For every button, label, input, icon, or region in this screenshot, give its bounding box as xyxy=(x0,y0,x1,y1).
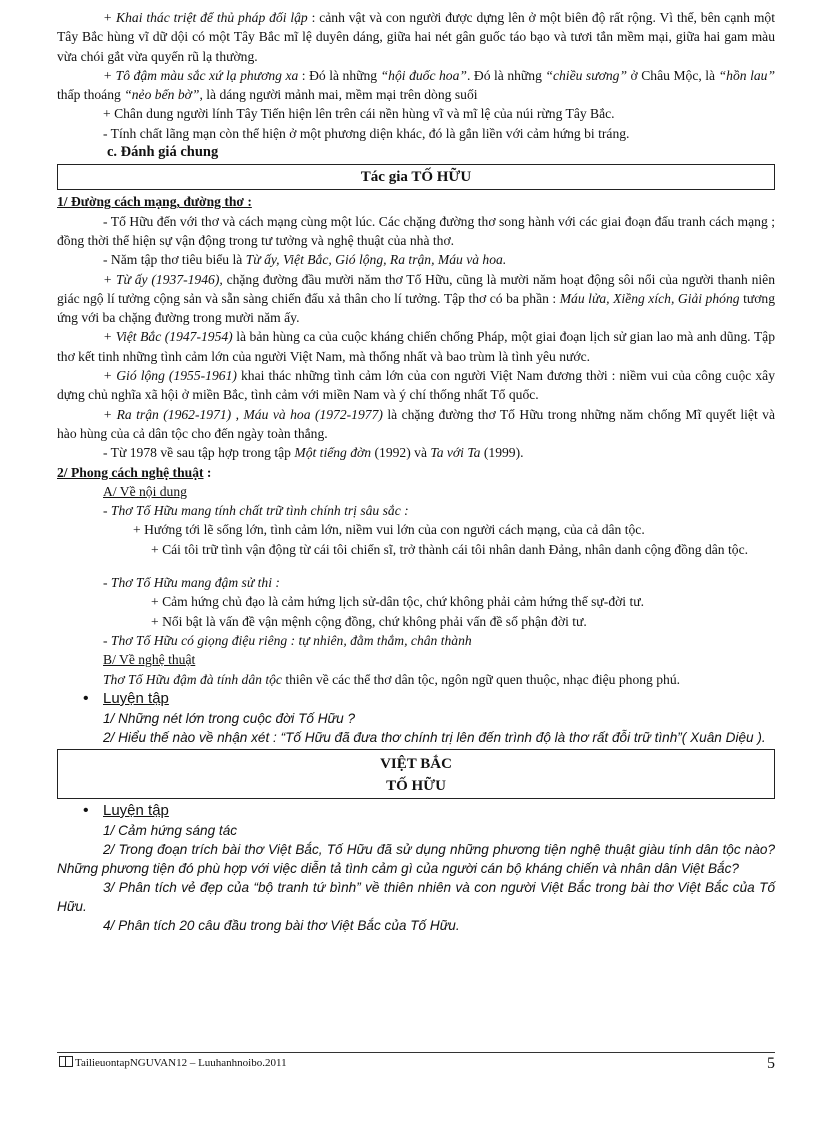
path-tu-ay xyxy=(57,270,775,328)
footer-label: TailieuontapNGUVAN12 – Luuhanhnoibo.2011 xyxy=(75,1057,287,1069)
text-run: tương ứng với ba chặng đường trong mười năm ấy. xyxy=(57,290,775,326)
spacer xyxy=(57,559,775,573)
collection-lead: + Từ ấy (1937-1946), xyxy=(103,271,223,287)
exotic-lead: + Tô đậm màu sắc xứ lạ phương xa xyxy=(103,67,299,83)
text-run: là chặng đường thơ Tố Hữu trong những năm chống Mĩ quyết liệt và hào hùng của cả dân tộc cho đến ngày toàn thắng. xyxy=(57,406,775,441)
text-run: khai thác những tình cảm lớn của con người Việt Nam đương thời : niềm vui của công cuộc xây dựng chủ nghĩa xã hội ở miền Bắc, tình cảm với miền Nam và ý chí thống nhất Tổ quốc. xyxy=(57,368,775,403)
quote-run: “hội đuốc hoa” xyxy=(380,67,467,83)
path-paragraph-1: - Tố Hữu đến với thơ và cách mạng cùng một lúc. Các chặng đường thơ song hành với các giai đoạn đấu tranh cách mạng ; đồng thời thể hiện sự vận động trong tư tưởng và nghệ thuật của nhà thơ. xyxy=(57,213,775,248)
book-icon xyxy=(59,1056,73,1067)
art-paragraph xyxy=(57,670,775,689)
vietbac-question-2: 2/ Trong đoạn trích bài thơ Việt Bắc, Tố Hữu đã sử dụng những phương tiện nghệ thuật giàu tính dân tộc nào? Những phương tiện đó phù hợp với việc diễn tả tình cảm gì của người cán bộ kháng chiến và nhân dân Việt Bắc? xyxy=(57,841,775,876)
romantic-paragraph: - Tính chất lãng mạn còn thể hiện ở một phương diện khác, đó là gắn liền với cảm hứng bi tráng. xyxy=(103,125,630,141)
heading-path: 1/ Đường cách mạng, đường thơ : xyxy=(57,194,252,210)
path-after-1978 xyxy=(57,443,775,462)
vietbac-question-4: 4/ Phân tích 20 câu đầu trong bài thơ Việt Bắc của Tố Hữu. xyxy=(103,917,460,933)
author-title: Tác gia TỐ HỮU xyxy=(360,169,472,186)
text-run: thiên về các thể thơ dân tộc, ngôn ngữ quen thuộc, nhạc điệu phong phú. xyxy=(281,671,681,687)
epic-heading: - Thơ Tố Hữu mang đậm sử thi : xyxy=(103,575,280,591)
quote-run: “chiều sương” xyxy=(545,67,628,83)
text-run: là bản hùng ca của cuộc kháng chiến chống Pháp, một giai đoạn lịch sử gian lao mà anh dũng. Tập thơ kết tinh những tình cảm lớn của người Việt Nam, mà thống nhất và bao trùm là tình yêu nước. xyxy=(57,329,775,364)
text-run: - Từ 1978 về sau tập hợp trong tập xyxy=(103,445,295,461)
practice-title-vietbac xyxy=(57,801,775,821)
author-question-2: 2/ Hiểu thế nào về nhận xét : “Tố Hữu đã đưa thơ chính trị lên đến trình độ là thơ rất đỗi trữ tình”( Xuân Diệu ). xyxy=(103,729,766,745)
contrast-text: : cảnh vật và con người được dựng lên ở một biên độ rất rộng. Vì thế, bên cạnh một Tây Bắc hùng vĩ dữ dội có một Tây Bắc mĩ lệ duyên dáng, giữa hai nét gân guốc táo bạo và tươi tắn mềm mại, giữa hai gam màu vừa chói gắt vừa quyến rũ lạ thường. xyxy=(57,10,775,64)
heading-general-evaluation: c. Đánh giá chung xyxy=(107,144,219,161)
collection-lead: + Gió lộng (1955-1961) xyxy=(103,368,237,384)
author-title-box xyxy=(57,164,775,190)
author-question-1: 1/ Những nét lớn trong cuộc đời Tố Hữu ? xyxy=(103,710,356,726)
text-run: : Đó là những xyxy=(298,67,381,83)
vietbac-author: TỐ HỮU xyxy=(386,777,446,794)
page-footer xyxy=(57,1052,775,1075)
voice-heading: - Thơ Tố Hữu có giọng điệu riêng : tự nhiên, đằm thắm, chân thành xyxy=(103,632,472,648)
document-page xyxy=(57,8,775,935)
subheading-content: A/ Về nội dung xyxy=(103,483,187,499)
page-number: 5 xyxy=(767,1055,775,1072)
art-lead: Thơ Tố Hữu đậm đà tính dân tộc xyxy=(103,671,282,687)
text-run: chặng đường đầu mười năm thơ Tố Hữu, cũng là mười năm hoạt động sôi nổi của người thanh niên giác ngộ lí tưởng cộng sản và sẵn sàng chiến đấu xả thân cho lí tưởng. Tập thơ có ba phần : xyxy=(57,271,776,306)
collection-lead: + Việt Bắc (1947-1954) xyxy=(103,329,233,345)
text-run: . Đó là những xyxy=(466,67,546,83)
exotic-color-paragraph xyxy=(57,66,775,105)
vietbac-question-1: 1/ Cảm hứng sáng tác xyxy=(103,822,238,838)
vietbac-question-3: 3/ Phân tích vẻ đẹp của “bộ tranh tứ bình” về thiên nhiên và con người Việt Bắc trong bài thơ Việt Bắc của Tố Hữu. xyxy=(57,879,775,914)
text-run: thấp thoáng xyxy=(57,87,125,103)
subheading-art: B/ Về nghệ thuật xyxy=(103,652,196,668)
practice-title-author xyxy=(57,689,775,709)
path-paragraph-2 xyxy=(57,250,775,269)
footer-text xyxy=(59,1056,287,1069)
quote-run: “nẻo bến bờ” xyxy=(124,87,200,103)
path-gio-long xyxy=(57,366,775,405)
path-viet-bac xyxy=(57,327,775,366)
collection-titles: Từ ấy, Việt Bắc, Gió lộng, Ra trận, Máu và hoa. xyxy=(245,252,507,268)
lyric-political-heading xyxy=(57,501,775,520)
collection-lead: + Ra trận (1962-1971) , Máu và hoa (1972-1977) xyxy=(103,406,383,422)
path-ra-tran xyxy=(57,405,775,444)
practice-label: Luyện tập xyxy=(103,689,169,707)
lyric-item-2: + Cái tôi trữ tình vận động từ cái tôi chiến sĩ, trở thành cái tôi nhân danh Đảng, nhân danh cộng đồng dân tộc. xyxy=(151,541,749,557)
text-run: ở Châu Mộc, là xyxy=(627,67,719,83)
vietbac-title: VIỆT BẮC xyxy=(380,755,452,772)
collection-parts: Máu lửa, Xiềng xích, Giải phóng xyxy=(559,290,740,306)
lyric-item-1: + Hướng tới lẽ sống lớn, tình cảm lớn, niềm vui lớn của con người cách mạng, của cả dân tộc. xyxy=(133,522,645,538)
text-run: , là dáng người mảnh mai, mềm mại trên dòng suối xyxy=(199,87,478,103)
text-run: - Năm tập thơ tiêu biểu là xyxy=(103,252,246,268)
vietbac-title-box xyxy=(57,749,775,799)
heading-style xyxy=(57,463,775,482)
contrast-lead: + Khai thác triệt để thủ pháp đối lập xyxy=(103,10,308,25)
text-run: : xyxy=(203,464,212,480)
text-run: (1992) và xyxy=(371,445,431,461)
epic-item-2: + Nổi bật là vấn đề vận mệnh cộng đồng, chứ không phải vấn đề số phận đời tư. xyxy=(151,613,587,629)
text-run: - Thơ Tố Hữu mang tính chất trữ tình chính trị sâu sắc : xyxy=(103,503,409,519)
quote-run: “hồn lau” xyxy=(718,67,776,83)
collection-title: Ta với Ta xyxy=(430,445,481,461)
epic-item-1: + Cảm hứng chủ đạo là cảm hứng lịch sử-dân tộc, chứ không phải cảm hứng thế sự-đời tư. xyxy=(151,594,645,610)
text-run: (1999). xyxy=(480,445,524,461)
contrast-paragraph xyxy=(57,8,775,66)
heading-style-text: 2/ Phong cách nghệ thuật xyxy=(57,464,204,480)
practice-label: Luyện tập xyxy=(103,801,169,819)
soldier-portrait-paragraph: + Chân dung người lính Tây Tiến hiện lên trên cái nền hùng vĩ và mĩ lệ của núi rừng Tây Bắc. xyxy=(103,106,615,122)
collection-title: Một tiếng đờn xyxy=(294,445,372,461)
